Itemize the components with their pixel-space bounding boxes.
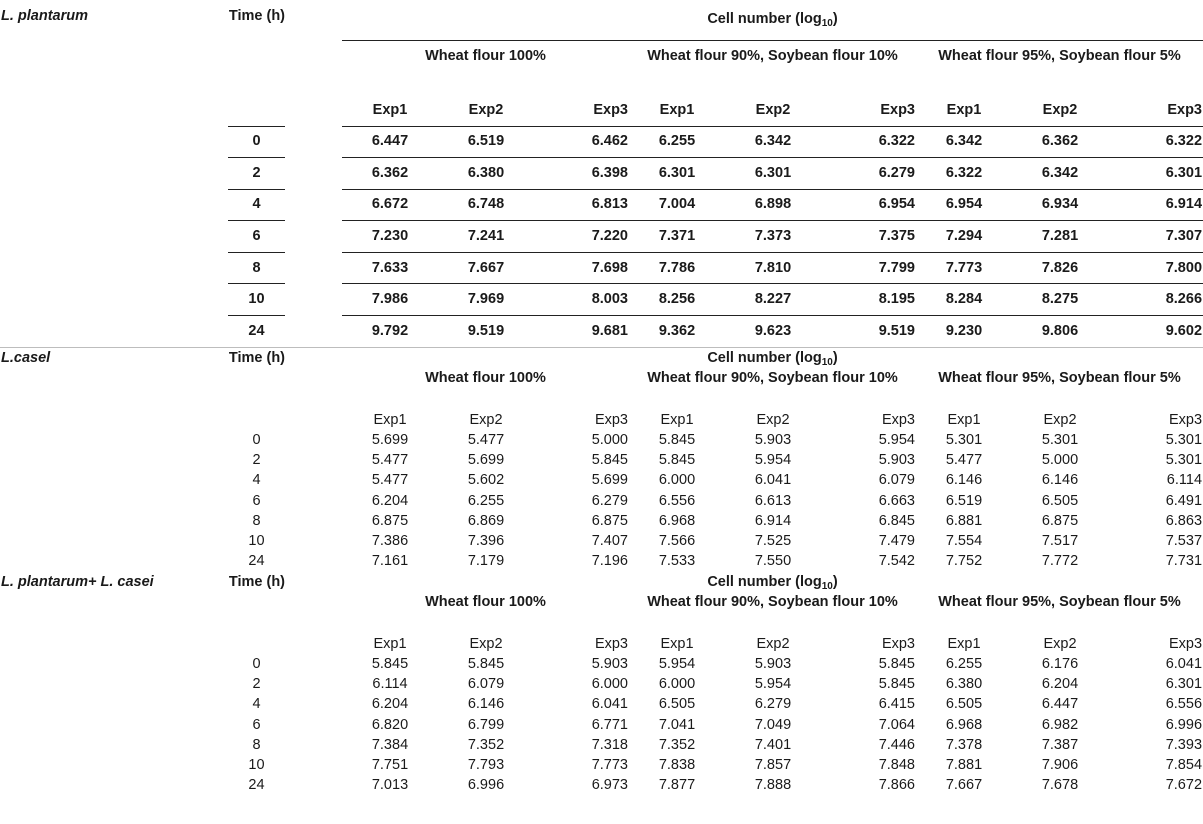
value-cell: 6.255 — [629, 126, 725, 158]
time-cell: 4 — [252, 472, 261, 489]
table-row — [0, 715, 1203, 735]
value-cell: 6.505 — [1041, 492, 1079, 509]
exp-header: Exp1 — [660, 635, 694, 652]
table-row — [0, 552, 1203, 572]
value-cell: 7.554 — [945, 532, 983, 549]
value-cell: 6.996 — [1165, 716, 1203, 733]
time-cell: 0 — [252, 656, 261, 673]
value-cell: 6.301 — [1165, 676, 1203, 693]
value-cell: 6.813 — [534, 189, 629, 221]
value-cell: 6.447 — [1041, 696, 1079, 713]
exp-header: Exp2 — [1012, 96, 1108, 127]
value-cell: 6.505 — [658, 696, 696, 713]
group-header: Wheat flour 95%, Soybean flour 5% — [938, 593, 1181, 610]
cell-number-header: Cell number $(\log_{10})$ — [707, 574, 838, 593]
value-cell: 6.362 — [342, 158, 438, 190]
value-cell: 7.378 — [945, 736, 983, 753]
time-cell: 4 — [252, 696, 261, 713]
exp-header: Exp1 — [660, 411, 694, 428]
table-row — [0, 316, 1203, 348]
value-cell: 7.786 — [629, 252, 725, 284]
time-cell: 24 — [228, 316, 285, 348]
value-cell: 6.146 — [467, 696, 505, 713]
value-cell: 9.623 — [725, 316, 821, 348]
time-header: Time (h) — [228, 8, 285, 24]
value-cell: 5.845 — [591, 452, 628, 469]
value-cell: 7.407 — [591, 532, 628, 549]
value-cell: 7.906 — [1041, 757, 1079, 774]
value-cell: 7.888 — [754, 777, 792, 794]
value-cell: 6.322 — [1108, 126, 1203, 158]
exp-header: Exp1 — [947, 635, 981, 652]
value-cell: 7.751 — [371, 757, 409, 774]
value-cell: 6.000 — [591, 676, 628, 693]
time-cell: 2 — [228, 158, 285, 190]
value-cell: 7.810 — [725, 252, 821, 284]
table-row — [0, 252, 1203, 284]
value-cell: 5.903 — [754, 656, 792, 673]
value-cell: 7.386 — [371, 532, 409, 549]
value-cell: 6.041 — [591, 696, 628, 713]
value-cell: 6.914 — [1108, 189, 1203, 221]
value-cell: 5.954 — [754, 452, 792, 469]
value-cell: 7.196 — [591, 553, 628, 570]
value-cell: 7.533 — [658, 553, 696, 570]
value-cell: 6.255 — [945, 656, 983, 673]
value-cell: 6.934 — [1012, 189, 1108, 221]
value-cell: 8.227 — [725, 284, 821, 316]
value-cell: 7.678 — [1041, 777, 1079, 794]
value-cell: 7.838 — [658, 757, 696, 774]
value-cell: 7.667 — [945, 777, 983, 794]
value-cell: 7.371 — [629, 221, 725, 253]
value-cell: 5.699 — [467, 452, 505, 469]
value-cell: 5.903 — [591, 656, 628, 673]
value-cell: 6.079 — [878, 472, 915, 489]
table-row — [0, 675, 1203, 695]
value-cell: 7.773 — [591, 757, 628, 774]
time-cell: 10 — [248, 757, 265, 774]
value-cell: 5.301 — [945, 432, 983, 449]
value-cell: 7.049 — [754, 716, 792, 733]
value-cell: 7.318 — [591, 736, 628, 753]
value-cell: 6.398 — [534, 158, 629, 190]
value-cell: 7.698 — [534, 252, 629, 284]
value-cell: 5.699 — [591, 472, 628, 489]
exp-header: Exp1 — [916, 96, 1012, 127]
time-cell: 0 — [252, 432, 261, 449]
value-cell: 5.845 — [658, 452, 696, 469]
value-cell: 6.519 — [945, 492, 983, 509]
table-row — [0, 511, 1203, 531]
exp-header: Exp3 — [1168, 411, 1203, 428]
table-row — [0, 755, 1203, 775]
table-row — [0, 284, 1203, 316]
value-cell: 7.161 — [371, 553, 409, 570]
value-cell: 6.914 — [754, 512, 792, 529]
table-row — [0, 776, 1203, 796]
value-cell: 6.973 — [591, 777, 628, 794]
time-cell: 8 — [252, 512, 261, 529]
value-cell: 6.301 — [725, 158, 821, 190]
value-cell: 6.968 — [658, 512, 696, 529]
value-cell: 8.284 — [916, 284, 1012, 316]
table-row — [0, 471, 1203, 491]
value-cell: 6.491 — [1165, 492, 1203, 509]
value-cell: 7.848 — [878, 757, 915, 774]
value-cell: 5.903 — [878, 452, 915, 469]
value-cell: 5.477 — [945, 452, 983, 469]
group-header: Wheat flour 95%, Soybean flour 5% — [938, 369, 1181, 386]
value-cell: 6.982 — [1041, 716, 1079, 733]
value-cell: 7.446 — [878, 736, 915, 753]
group-header: Wheat flour 95%, Soybean flour 5% — [938, 47, 1181, 64]
value-cell: 5.903 — [754, 432, 792, 449]
group-header: Wheat flour 90%, Soybean flour 10% — [647, 593, 898, 610]
value-cell: 6.380 — [438, 158, 534, 190]
value-cell: 7.633 — [342, 252, 438, 284]
value-cell: 6.799 — [467, 716, 505, 733]
group-header: Wheat flour 90%, Soybean flour 10% — [647, 47, 898, 64]
value-cell: 6.954 — [916, 189, 1012, 221]
value-cell: 7.179 — [467, 553, 505, 570]
value-cell: 7.525 — [754, 532, 792, 549]
exp-header: Exp2 — [756, 635, 790, 652]
value-cell: 7.537 — [1165, 532, 1203, 549]
value-cell: 5.477 — [467, 432, 505, 449]
value-cell: 8.195 — [821, 284, 916, 316]
organism-label: L. plantarum+ L. casei — [1, 573, 154, 590]
value-cell: 9.519 — [438, 316, 534, 348]
value-cell: 5.845 — [878, 676, 915, 693]
value-cell: 5.477 — [371, 472, 409, 489]
value-cell: 9.230 — [916, 316, 1012, 348]
time-cell: 8 — [228, 252, 285, 284]
value-cell: 5.477 — [371, 452, 409, 469]
exp-header: Exp2 — [469, 411, 503, 428]
value-cell: 8.266 — [1108, 284, 1203, 316]
value-cell: 7.866 — [878, 777, 915, 794]
time-cell: 6 — [228, 221, 285, 253]
exp-header: Exp3 — [881, 411, 915, 428]
value-cell: 7.667 — [438, 252, 534, 284]
value-cell: 6.176 — [1041, 656, 1079, 673]
value-cell: 7.479 — [878, 532, 915, 549]
time-header: Time (h) — [228, 349, 285, 366]
value-cell: 7.064 — [878, 716, 915, 733]
exp-header: Exp3 — [881, 635, 915, 652]
value-cell: 7.393 — [1165, 736, 1203, 753]
value-cell: 6.301 — [1108, 158, 1203, 190]
exp-header: Exp3 — [1108, 96, 1203, 127]
table-row — [0, 189, 1203, 221]
value-cell: 7.352 — [467, 736, 505, 753]
table-row — [0, 451, 1203, 471]
value-cell: 6.748 — [438, 189, 534, 221]
value-cell: 6.613 — [754, 492, 792, 509]
value-cell: 7.542 — [878, 553, 915, 570]
value-cell: 8.275 — [1012, 284, 1108, 316]
value-cell: 9.362 — [629, 316, 725, 348]
value-cell: 9.519 — [821, 316, 916, 348]
value-cell: 6.041 — [1165, 656, 1203, 673]
value-cell: 7.881 — [945, 757, 983, 774]
value-cell: 7.401 — [754, 736, 792, 753]
time-cell: 8 — [252, 736, 261, 753]
value-cell: 5.954 — [754, 676, 792, 693]
value-cell: 6.279 — [754, 696, 792, 713]
value-cell: 6.342 — [916, 126, 1012, 158]
exp-header: Exp2 — [1043, 411, 1077, 428]
value-cell: 7.373 — [725, 221, 821, 253]
value-cell: 6.415 — [878, 696, 915, 713]
value-cell: 6.505 — [945, 696, 983, 713]
value-cell: 6.362 — [1012, 126, 1108, 158]
value-cell: 7.854 — [1165, 757, 1203, 774]
table-row — [0, 158, 1203, 190]
value-cell: 7.986 — [342, 284, 438, 316]
time-cell: 4 — [228, 189, 285, 221]
time-cell: 6 — [252, 492, 261, 509]
exp-header: Exp2 — [725, 96, 821, 127]
value-cell: 9.792 — [342, 316, 438, 348]
value-cell: 7.799 — [821, 252, 916, 284]
exp-header: Exp1 — [947, 411, 981, 428]
time-cell: 24 — [248, 777, 265, 794]
table-row — [0, 735, 1203, 755]
group-header: Wheat flour 100% — [425, 47, 546, 64]
exp-header: Exp1 — [629, 96, 725, 127]
exp-header: Exp1 — [342, 96, 438, 127]
value-cell: 7.773 — [916, 252, 1012, 284]
value-cell: 6.462 — [534, 126, 629, 158]
value-cell: 6.204 — [371, 492, 409, 509]
table-row — [0, 655, 1203, 675]
value-cell: 6.968 — [945, 716, 983, 733]
exp-header: Exp2 — [438, 96, 534, 127]
value-cell: 9.806 — [1012, 316, 1108, 348]
value-cell: 7.752 — [945, 553, 983, 570]
exp-header: Exp1 — [373, 635, 407, 652]
value-cell: 6.447 — [342, 126, 438, 158]
value-cell: 7.396 — [467, 532, 505, 549]
value-cell: 5.602 — [467, 472, 505, 489]
value-cell: 7.041 — [658, 716, 696, 733]
exp-header: Exp2 — [756, 411, 790, 428]
value-cell: 5.301 — [1165, 432, 1203, 449]
exp-header: Exp3 — [1168, 635, 1203, 652]
value-cell: 7.281 — [1012, 221, 1108, 253]
table-row — [0, 126, 1203, 158]
value-cell: 7.793 — [467, 757, 505, 774]
value-cell: 6.279 — [821, 158, 916, 190]
exp-header: Exp3 — [821, 96, 916, 127]
value-cell: 9.681 — [534, 316, 629, 348]
value-cell: 6.863 — [1165, 512, 1203, 529]
value-cell: 6.672 — [342, 189, 438, 221]
value-cell: 7.969 — [438, 284, 534, 316]
value-cell: 7.566 — [658, 532, 696, 549]
value-cell: 6.279 — [591, 492, 628, 509]
table-row — [0, 430, 1203, 450]
group-header: Wheat flour 90%, Soybean flour 10% — [647, 369, 898, 386]
value-cell: 7.004 — [629, 189, 725, 221]
value-cell: 7.772 — [1041, 553, 1079, 570]
value-cell: 7.294 — [916, 221, 1012, 253]
value-cell: 6.000 — [658, 472, 696, 489]
table-row — [0, 695, 1203, 715]
value-cell: 5.845 — [658, 432, 696, 449]
value-cell: 6.869 — [467, 512, 505, 529]
exp-header: Exp3 — [534, 96, 629, 127]
value-cell: 7.241 — [438, 221, 534, 253]
value-cell: 6.301 — [629, 158, 725, 190]
value-cell: 7.550 — [754, 553, 792, 570]
value-cell: 6.898 — [725, 189, 821, 221]
value-cell: 6.663 — [878, 492, 915, 509]
organism-label: L.casel — [1, 349, 51, 366]
value-cell: 6.146 — [1041, 472, 1079, 489]
time-cell: 2 — [252, 676, 261, 693]
value-cell: 6.875 — [371, 512, 409, 529]
value-cell: 7.826 — [1012, 252, 1108, 284]
value-cell: 5.845 — [371, 656, 409, 673]
value-cell: 7.672 — [1165, 777, 1203, 794]
value-cell: 5.954 — [658, 656, 696, 673]
value-cell: 6.114 — [1166, 472, 1203, 489]
value-cell: 5.000 — [1041, 452, 1079, 469]
value-cell: 6.954 — [821, 189, 916, 221]
value-cell: 6.342 — [725, 126, 821, 158]
value-cell: 6.881 — [945, 512, 983, 529]
value-cell: 7.013 — [371, 777, 409, 794]
exp-header: Exp3 — [594, 635, 628, 652]
value-cell: 7.230 — [342, 221, 438, 253]
exp-header: Exp1 — [373, 411, 407, 428]
time-header: Time (h) — [228, 573, 285, 590]
value-cell: 9.602 — [1108, 316, 1203, 348]
group-header: Wheat flour 100% — [425, 369, 546, 386]
value-cell: 7.387 — [1041, 736, 1079, 753]
value-cell: 8.256 — [629, 284, 725, 316]
value-cell: 6.255 — [467, 492, 505, 509]
value-cell: 7.731 — [1165, 553, 1203, 570]
value-cell: 7.220 — [534, 221, 629, 253]
value-cell: 6.079 — [467, 676, 505, 693]
time-cell: 10 — [248, 532, 265, 549]
time-cell: 6 — [252, 716, 261, 733]
table-row — [0, 531, 1203, 551]
value-cell: 6.519 — [438, 126, 534, 158]
value-cell: 6.000 — [658, 676, 696, 693]
value-cell: 5.699 — [371, 432, 409, 449]
value-cell: 5.845 — [467, 656, 505, 673]
group-header: Wheat flour 100% — [425, 593, 546, 610]
table-row — [0, 221, 1203, 253]
value-cell: 5.000 — [591, 432, 628, 449]
time-cell: 0 — [228, 126, 285, 158]
value-cell: 6.556 — [658, 492, 696, 509]
time-cell: 2 — [252, 452, 261, 469]
value-cell: 6.875 — [1041, 512, 1079, 529]
value-cell: 6.342 — [1012, 158, 1108, 190]
value-cell: 8.003 — [534, 284, 629, 316]
value-cell: 5.845 — [878, 656, 915, 673]
exp-header: Exp2 — [1043, 635, 1077, 652]
value-cell: 5.954 — [878, 432, 915, 449]
value-cell: 5.301 — [1165, 452, 1203, 469]
value-cell: 6.114 — [372, 676, 408, 693]
value-cell: 6.556 — [1165, 696, 1203, 713]
value-cell: 7.375 — [821, 221, 916, 253]
time-cell: 24 — [248, 553, 265, 570]
value-cell: 6.041 — [754, 472, 792, 489]
cell-number-header: Cell number $(\log_{10})$ — [707, 350, 838, 369]
value-cell: 6.322 — [821, 126, 916, 158]
cell-number-header: Cell number $(\log_{10})$ — [342, 0, 1203, 40]
value-cell: 6.146 — [945, 472, 983, 489]
value-cell: 5.301 — [1041, 432, 1079, 449]
value-cell: 7.517 — [1041, 532, 1079, 549]
organism-label: L. plantarum — [1, 8, 89, 24]
time-cell: 10 — [228, 284, 285, 316]
value-cell: 7.800 — [1108, 252, 1203, 284]
value-cell: 6.996 — [467, 777, 505, 794]
value-cell: 6.875 — [591, 512, 628, 529]
value-cell: 6.820 — [371, 716, 409, 733]
exp-header: Exp3 — [594, 411, 628, 428]
exp-header: Exp2 — [469, 635, 503, 652]
value-cell: 6.771 — [591, 716, 628, 733]
value-cell: 6.380 — [945, 676, 983, 693]
table-row — [0, 491, 1203, 511]
value-cell: 7.352 — [658, 736, 696, 753]
value-cell: 7.384 — [371, 736, 409, 753]
value-cell: 6.322 — [916, 158, 1012, 190]
value-cell: 7.857 — [754, 757, 792, 774]
value-cell: 6.204 — [1041, 676, 1079, 693]
value-cell: 6.204 — [371, 696, 409, 713]
value-cell: 7.877 — [658, 777, 696, 794]
value-cell: 7.307 — [1108, 221, 1203, 253]
value-cell: 6.845 — [878, 512, 915, 529]
